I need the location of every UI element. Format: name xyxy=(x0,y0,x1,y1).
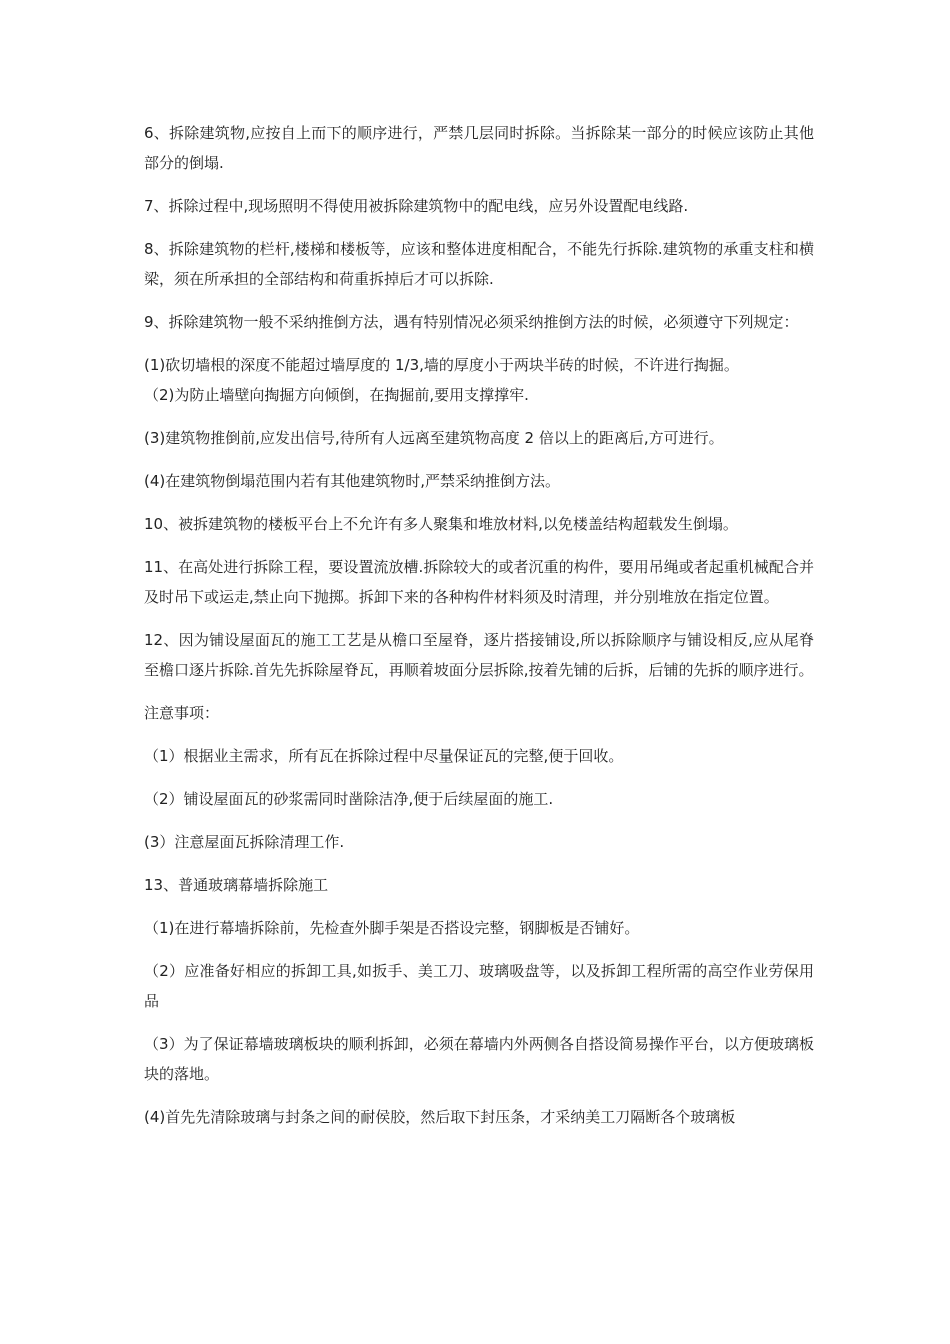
paragraph-note-1: （1）根据业主需求，所有瓦在拆除过程中尽量保证瓦的完整,便于回收。 xyxy=(144,747,624,765)
paragraph-rule-2: （2)为防止墙壁向掏掘方向倾倒，在掏掘前,要用支撑撑牢. xyxy=(144,386,529,404)
document-body xyxy=(144,118,814,1145)
paragraph-item-10: 10、被拆建筑物的楼板平台上不允许有多人聚集和堆放材料,以免楼盖结构超载发生倒塌。 xyxy=(144,515,738,533)
paragraph-item-12: 12、因为铺设屋面瓦的施工工艺是从檐口至屋脊，逐片搭接铺设,所以拆除顺序与铺设相反,应从尾脊至檐口逐片拆除.首先先拆除屋脊瓦，再顺着坡面分层拆除,按着先铺的后拆，后铺的先拆的顺序进行。 xyxy=(144,631,814,679)
paragraph-note-3: (3）注意屋面瓦拆除清理工作. xyxy=(144,833,345,851)
paragraph-step-4: (4)首先先清除玻璃与封条之间的耐侯胶，然后取下封压条，才采纳美工刀隔断各个玻璃板 xyxy=(144,1108,736,1126)
paragraph-item-7: 7、拆除过程中,现场照明不得使用被拆除建筑物中的配电线，应另外设置配电线路. xyxy=(144,197,689,215)
paragraph-notes-heading: 注意事项： xyxy=(144,704,220,722)
paragraph-item-11: 11、在高处进行拆除工程，要设置流放槽.拆除较大的或者沉重的构件，要用吊绳或者起重机械配合并及时吊下或运走,禁止向下抛掷。拆卸下来的各种构件材料须及时清理，并分别堆放在指定位置。 xyxy=(144,558,814,606)
paragraph-rule-3: (3)建筑物推倒前,应发出信号,待所有人远离至建筑物高度 2 倍以上的距离后,方可进行。 xyxy=(144,429,724,447)
paragraph-item-6: 6、拆除建筑物,应按自上而下的顺序进行，严禁几层同时拆除。当拆除某一部分的时候应该防止其他部分的倒塌. xyxy=(144,124,814,172)
paragraph-item-13: 13、普通玻璃幕墙拆除施工 xyxy=(144,876,329,894)
paragraph-rule-4: (4)在建筑物倒塌范围内若有其他建筑物时,严禁采纳推倒方法。 xyxy=(144,472,561,490)
paragraph-note-2: （2）铺设屋面瓦的砂浆需同时凿除洁净,便于后续屋面的施工. xyxy=(144,790,554,808)
paragraph-step-3: （3）为了保证幕墙玻璃板块的顺利拆卸，必须在幕墙内外两侧各自搭设简易操作平台，以方便玻璃板块的落地。 xyxy=(144,1035,814,1083)
paragraph-step-1: （1)在进行幕墙拆除前，先检查外脚手架是否搭设完整，钢脚板是否铺好。 xyxy=(144,919,640,937)
paragraph-item-9: 9、拆除建筑物一般不采纳推倒方法，遇有特别情况必须采纳推倒方法的时候，必须遵守下列规定： xyxy=(144,313,799,331)
paragraph-step-2: （2）应准备好相应的拆卸工具,如扳手、美工刀、玻璃吸盘等，以及拆卸工程所需的高空作业劳保用品 xyxy=(144,962,814,1010)
paragraph-rule-1: (1)砍切墙根的深度不能超过墙厚度的 1/3,墙的厚度小于两块半砖的时候，不许进行掏掘。 xyxy=(144,356,739,374)
paragraph-item-8: 8、拆除建筑物的栏杆,楼梯和楼板等，应该和整体进度相配合，不能先行拆除.建筑物的承重支柱和横梁，须在所承担的全部结构和荷重拆掉后才可以拆除. xyxy=(144,240,814,288)
